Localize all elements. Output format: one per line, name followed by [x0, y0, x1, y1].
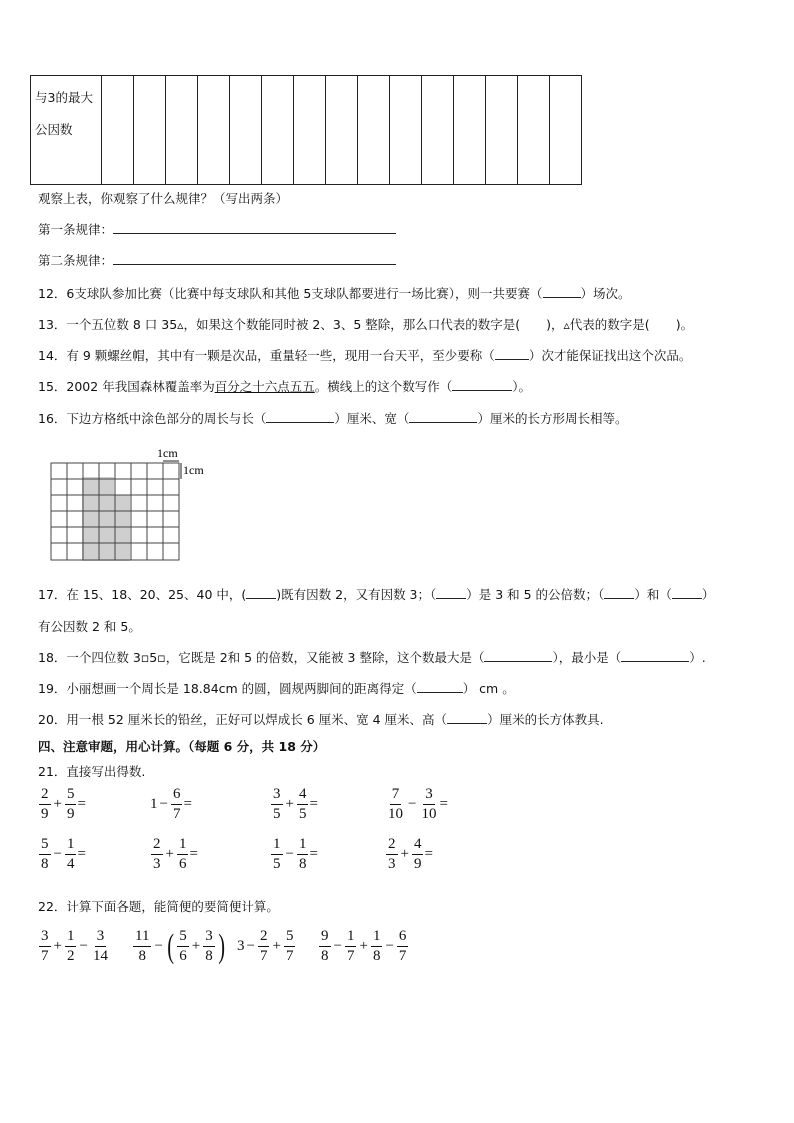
- q14-text: 14．有 9 颗螺丝帽，其中有一颗是次品，重量轻一些，现用一台天平，至少要称（: [38, 348, 495, 363]
- fraction: $\frac{4}{9}$: [413, 836, 422, 872]
- grid-top-label: 1cm: [157, 446, 178, 460]
- fraction: $\frac{1}{7}$: [346, 928, 355, 964]
- rule1-answer-blank[interactable]: [113, 233, 396, 234]
- q21-expression: $\frac{2}{9}$ + $\frac{5}{9}$ =: [41, 786, 86, 822]
- table-answer-cell[interactable]: [454, 76, 486, 185]
- q21-expression: $\frac{2}{3}$ + $\frac{4}{9}$ =: [388, 836, 433, 872]
- shaded-cell-col: [98, 477, 114, 561]
- fraction: $\frac{1}{8}$: [298, 836, 307, 872]
- fraction: $\frac{1}{2}$: [66, 928, 75, 964]
- q16-text-mid: ）厘米、宽（: [334, 411, 410, 426]
- q13-text-end: )。: [675, 317, 694, 332]
- rule2-label: 第二条规律：: [38, 253, 114, 268]
- fraction: $\frac{3}{8}$: [205, 928, 213, 964]
- q16-answer-blank-2[interactable]: [409, 422, 477, 423]
- fraction: $\frac{2}{3}$: [388, 836, 396, 872]
- q18-answer-blank-1[interactable]: [484, 661, 552, 662]
- question-20: [38, 710, 604, 728]
- table-answer-cell[interactable]: [518, 76, 550, 185]
- question-14: [38, 346, 691, 364]
- q17-text-4: ）和（: [634, 587, 672, 602]
- fraction: $\frac{3}{7}$: [41, 928, 49, 964]
- table-answer-cell[interactable]: [230, 76, 262, 185]
- fraction: $\frac{5}{9}$: [66, 786, 75, 822]
- q13-text-mid: )，▵代表的数字是(: [546, 317, 650, 332]
- grid-lines: [51, 463, 179, 560]
- rule1-label: 第一条规律：: [38, 222, 114, 237]
- section-4-heading: 四、注意审题，用心计算。（每题 6 分，共 18 分）: [38, 739, 326, 754]
- table-answer-cell[interactable]: [102, 76, 134, 185]
- q21-expression: $\frac{5}{8}$ − $\frac{1}{4}$ =: [41, 836, 86, 872]
- question-15: [38, 377, 531, 395]
- fraction: $\frac{5}{7}$: [285, 928, 294, 964]
- q19-text: 19．小丽想画一个周长是 18.84cm 的圆，圆规两脚间的距离得定（: [38, 681, 417, 696]
- q21-expression: $\frac{2}{3}$ + $\frac{1}{6}$ =: [153, 836, 198, 872]
- q13-text: 13．一个五位数 8 口 35▵，如果这个数能同时被 2、3、5 整除，那么口代表的数字是(: [38, 317, 521, 332]
- table-answer-cell[interactable]: [166, 76, 198, 185]
- question-17-line2: 有公因数 2 和 5。: [38, 619, 141, 634]
- rule2-line: [38, 251, 396, 269]
- table-answer-cell[interactable]: [294, 76, 326, 185]
- question-12: [38, 284, 631, 302]
- q22-expression-1: $\frac{3}{7}$ + $\frac{1}{2}$ − $\frac{3}{14}$: [41, 928, 108, 964]
- q18-text-end: ）.: [689, 650, 706, 665]
- table-answer-cell[interactable]: [358, 76, 390, 185]
- q16-answer-blank-1[interactable]: [266, 422, 334, 423]
- q22-expression-3: 3 − $\frac{2}{7}$ + $\frac{5}{7}$: [237, 928, 294, 964]
- q21-expression: $\frac{3}{5}$ + $\frac{4}{5}$ =: [273, 786, 318, 822]
- q17-text-2: )既有因数 2，又有因数 3；（: [276, 587, 437, 602]
- q15-underlined-number: 百分之十六点五五: [214, 379, 315, 394]
- q17-answer-blank-3[interactable]: [604, 598, 634, 599]
- table-answer-cell[interactable]: [422, 76, 454, 185]
- q20-answer-blank[interactable]: [447, 723, 487, 724]
- q21-expression: 1 − $\frac{6}{7}$ =: [150, 786, 192, 822]
- table-row-label: 与3的最大公因数: [31, 76, 102, 185]
- table-row: [31, 76, 582, 185]
- question-19: [38, 679, 515, 697]
- question-16: [38, 409, 627, 427]
- fraction: $\frac{3}{5}$: [273, 786, 281, 822]
- q21-expression: $\frac{7}{10}$ − $\frac{3}{10}$ =: [388, 786, 448, 822]
- fraction: $\frac{1}{4}$: [66, 836, 75, 872]
- q21-expression: $\frac{1}{5}$ − $\frac{1}{8}$ =: [273, 836, 318, 872]
- table-answer-cell[interactable]: [390, 76, 422, 185]
- q16-text: 16．下边方格纸中涂色部分的周长与长（: [38, 411, 267, 426]
- fraction: $\frac{1}{8}$: [372, 928, 381, 964]
- q12-text-end: ）场次。: [580, 286, 631, 301]
- grid-figure: [44, 446, 234, 564]
- fraction: $\frac{6}{7}$: [172, 786, 181, 822]
- shaded-cell-col: [114, 495, 130, 561]
- question-13: [38, 315, 693, 333]
- q18-text: 18．一个四位数 3▫5▫，它既是 2和 5 的倍数，又能被 3 整除，这个数最大是（: [38, 650, 485, 665]
- q14-text-end: ）次才能保证找出这个次品。: [528, 348, 692, 363]
- table-answer-cell[interactable]: [134, 76, 166, 185]
- table-answer-cell[interactable]: [198, 76, 230, 185]
- fraction: $\frac{3}{14}$: [92, 928, 108, 964]
- q16-text-end: ）厘米的长方形周长相等。: [477, 411, 628, 426]
- observe-prompt: 观察上表，你观察了什么规律？（写出两条）: [38, 191, 289, 206]
- fraction: $\frac{6}{7}$: [398, 928, 407, 964]
- fraction: $\frac{2}{3}$: [153, 836, 161, 872]
- q18-answer-blank-2[interactable]: [621, 661, 689, 662]
- fraction: $\frac{1}{5}$: [273, 836, 281, 872]
- fraction: $\frac{9}{8}$: [321, 928, 329, 964]
- fraction: $\frac{3}{10}$: [421, 786, 437, 822]
- q22-expression-4: $\frac{9}{8}$ − $\frac{1}{7}$ + $\frac{1}{8}$ − $\frac{6}{7}$: [321, 928, 407, 964]
- q12-text: 12．6支球队参加比赛（比赛中每支球队和其他 5支球队都要进行一场比赛），则一共要赛（: [38, 286, 543, 301]
- table-answer-cell[interactable]: [326, 76, 358, 185]
- q17-text: 17．在 15、18、20、25、40 中，(: [38, 587, 247, 602]
- rule2-answer-blank[interactable]: [113, 264, 396, 265]
- rule1-line: [38, 220, 396, 238]
- q17-answer-blank-4[interactable]: [672, 598, 702, 599]
- shaded-cell-col: [82, 477, 98, 561]
- q15-text-end: ）。: [512, 379, 531, 394]
- question-17: [38, 585, 714, 603]
- q12-answer-blank[interactable]: [543, 297, 581, 298]
- question-21-title: 21．直接写出得数.: [38, 764, 146, 779]
- fraction: $\frac{7}{10}$: [388, 786, 403, 822]
- q20-text: 20．用一根 52 厘米长的铅丝，正好可以焊成长 6 厘米、宽 4 厘米、高（: [38, 712, 448, 727]
- table-answer-cell[interactable]: [550, 76, 582, 185]
- q15-text-mid: 。横线上的这个数写作（: [314, 379, 453, 394]
- q15-text: 15．2002 年我国森林覆盖率为: [38, 379, 215, 394]
- table-answer-cell[interactable]: [262, 76, 294, 185]
- fraction: $\frac{11}{8}$: [135, 928, 150, 964]
- q18-text-mid: ），最小是（: [552, 650, 622, 665]
- q17-answer-blank-1[interactable]: [246, 598, 276, 599]
- fraction: $\frac{2}{7}$: [259, 928, 268, 964]
- q20-text-end: ）厘米的长方体教具.: [487, 712, 604, 727]
- q17-text-5: ）: [701, 587, 715, 602]
- grid-side-label: 1cm: [183, 463, 204, 477]
- shaded-region: [82, 477, 130, 561]
- q22-expression-2: $\frac{11}{8}$ − ( $\frac{5}{6}$ + $\frac{3}{8}$ ): [135, 927, 225, 965]
- question-18: [38, 648, 706, 666]
- fraction: $\frac{1}{6}$: [178, 836, 187, 872]
- table-answer-cell[interactable]: [486, 76, 518, 185]
- fraction: $\frac{5}{6}$: [179, 928, 187, 964]
- q14-answer-blank[interactable]: [495, 359, 529, 360]
- fraction: $\frac{5}{8}$: [41, 836, 49, 872]
- q17-answer-blank-2[interactable]: [436, 598, 466, 599]
- fraction: $\frac{4}{5}$: [298, 786, 307, 822]
- q17-text-3: ）是 3 和 5 的公倍数；（: [466, 587, 605, 602]
- fraction: $\frac{2}{9}$: [41, 786, 49, 822]
- q19-text-end: ） cm 。: [462, 681, 515, 696]
- question-22-title: 22．计算下面各题，能简便的要简便计算。: [38, 899, 279, 914]
- q19-answer-blank[interactable]: [417, 692, 463, 693]
- q15-answer-blank[interactable]: [452, 390, 512, 391]
- gcd-table: [30, 75, 582, 185]
